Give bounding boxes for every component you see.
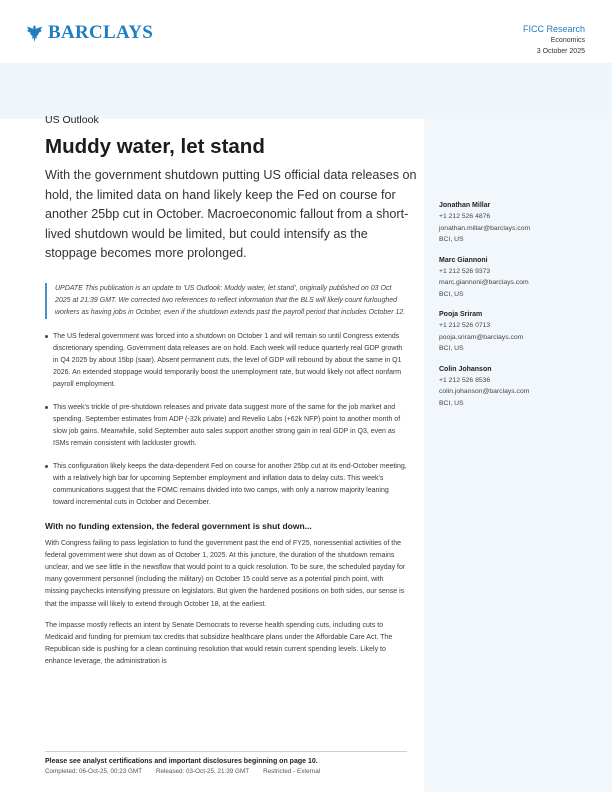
author-email-link[interactable]: pooja.sriram@barclays.com: [439, 333, 524, 341]
author-name: Marc Giannoni: [439, 256, 488, 264]
publication-meta: [45, 767, 425, 777]
department-label: Economics: [550, 37, 585, 44]
section-heading: With no funding extension, the federal government is shut down...: [45, 520, 312, 531]
author-entity: BCI, US: [439, 236, 464, 243]
author-list: [439, 200, 599, 418]
completed-timestamp: Completed: 06-Oct-25, 00:23 GMT: [45, 768, 142, 775]
bullet-text: This week's trickle of pre-shutdown releases and private data suggest more of the same for the job market and spending. September estimates from ADP (-32k private) and Revelio Labs (+62k NFP) point to another month of slow job gains. Meanwhile, solid September auto sales support another strong gain in real GDP in Q3, even as ISMs remain consistent with lackluster growth.: [53, 403, 401, 447]
series-label: US Outlook: [45, 114, 99, 126]
bullet-text: This configuration likely keeps the data-dependent Fed on course for another 25bp cut at its end-October meeting, with a relatively high bar for upcoming September employment and inflation data to delay cuts. This week's communications suggest that the FOMC remains divided into two camps, with only a narrow majority leaning toward incremental cuts in October and December.: [53, 462, 407, 506]
author-phone: +1 212 526 0713: [439, 322, 491, 329]
bullet-icon: [45, 406, 48, 409]
report-date: 3 October 2025: [536, 48, 585, 55]
author-card: [439, 200, 599, 246]
list-item: [45, 402, 407, 450]
header-blue-band: [0, 63, 612, 119]
author-entity: BCI, US: [439, 290, 464, 298]
author-entity: BCI, US: [439, 399, 464, 407]
disclosure-notice: Please see analyst certifications and important disclosures beginning on page 10.: [45, 758, 318, 765]
body-paragraph: With Congress failing to pass legislation to fund the government past the end of FY25, nonessential activities of the federal government were shut down as of October 1, 2025. At this juncture, the duration of the shutdown remains unclear, and we see little in the newsflow that would point to a quick resolution. To be sure, the scheduled payday for many government personnel (including the military) on October 15 could serve as a potential pinch point, with missing paychecks intensifying pressure on legislators. But given the hardened positions on both sides, our sense is that the impasse will likely to extend through October 18, at the earliest.: [45, 539, 406, 608]
classification-label: Restricted - External: [263, 768, 321, 775]
author-phone: +1 212 526 9373: [439, 267, 491, 275]
author-entity: BCI, US: [439, 345, 464, 352]
page-footer: [45, 756, 425, 777]
released-timestamp: Released: 03-Oct-25, 21:39 GMT: [155, 768, 250, 775]
author-phone: +1 212 526 8536: [439, 376, 491, 384]
author-phone: +1 212 526 4876: [439, 213, 491, 220]
author-name: Pooja Sriram: [439, 311, 483, 318]
barclays-logo[interactable]: [26, 22, 153, 44]
author-card: [439, 364, 599, 410]
division-label: FICC Research: [522, 24, 585, 34]
eagle-icon: [26, 24, 43, 43]
author-email-link[interactable]: jonathan.millar@barclays.com: [439, 224, 531, 232]
article-body: [45, 113, 417, 669]
author-card: [439, 255, 599, 301]
update-note: UPDATE This publication is an update to 'US Outlook: Muddy water, let stand', originally published on 03 Oct 2025 at 21:39 GMT. We corrected two references to reflect information that the BLS will likely count furloughed workers as having jobs in October, even if the shutdown extends past the payroll period that includes October 12.: [45, 283, 407, 319]
article-lede: With the government shutdown putting US official data releases on hold, the limited data on hand likely keep the Fed on course for another 25bp cut in October. Macroeconomic fallout from a short-lived shutdown would be limited, but could intensify as the stoppage becomes more prolonged.: [45, 168, 417, 260]
author-name: Colin Johanson: [439, 365, 492, 373]
bullet-icon: [45, 465, 48, 468]
body-paragraph: The impasse mostly reflects an intent by Senate Democrats to reverse health spending cuts, including cuts to Medicaid and funding for premium tax credits that subsidize healthcare plans under the Affordable Care Act. The Republican side is pushing for a clean continuing resolution that would retain current spending levels. Likely to enhance leverage, the administration is: [45, 621, 393, 666]
report-meta: [523, 24, 585, 57]
author-name: Jonathan Millar: [439, 202, 491, 209]
brand-name: BARCLAYS: [48, 22, 154, 43]
author-email-link[interactable]: colin.johanson@barclays.com: [439, 388, 530, 395]
key-points-list: [45, 331, 407, 509]
footer-divider: [45, 751, 407, 752]
page-title: Muddy water, let stand: [45, 135, 265, 158]
list-item: [45, 331, 407, 391]
author-email-link[interactable]: marc.giannoni@barclays.com: [439, 279, 529, 286]
list-item: [45, 461, 407, 509]
bullet-icon: [45, 335, 48, 338]
author-card: [439, 309, 599, 355]
bullet-text: The US federal government was forced into a shutdown on October 1 and will remain so until Congress extends discretionary spending. Government data releases are on hold. Each week will reduce quarterly real GDP growth in Q4 2025 by about 15bp (saar). Absent permanent cuts, the level of GDP will rebound by about the same in Q1 2026. An extended stoppage would temporarily boost the unemployment rate, but would likely not affect nonfarm payroll employment.: [53, 332, 403, 388]
